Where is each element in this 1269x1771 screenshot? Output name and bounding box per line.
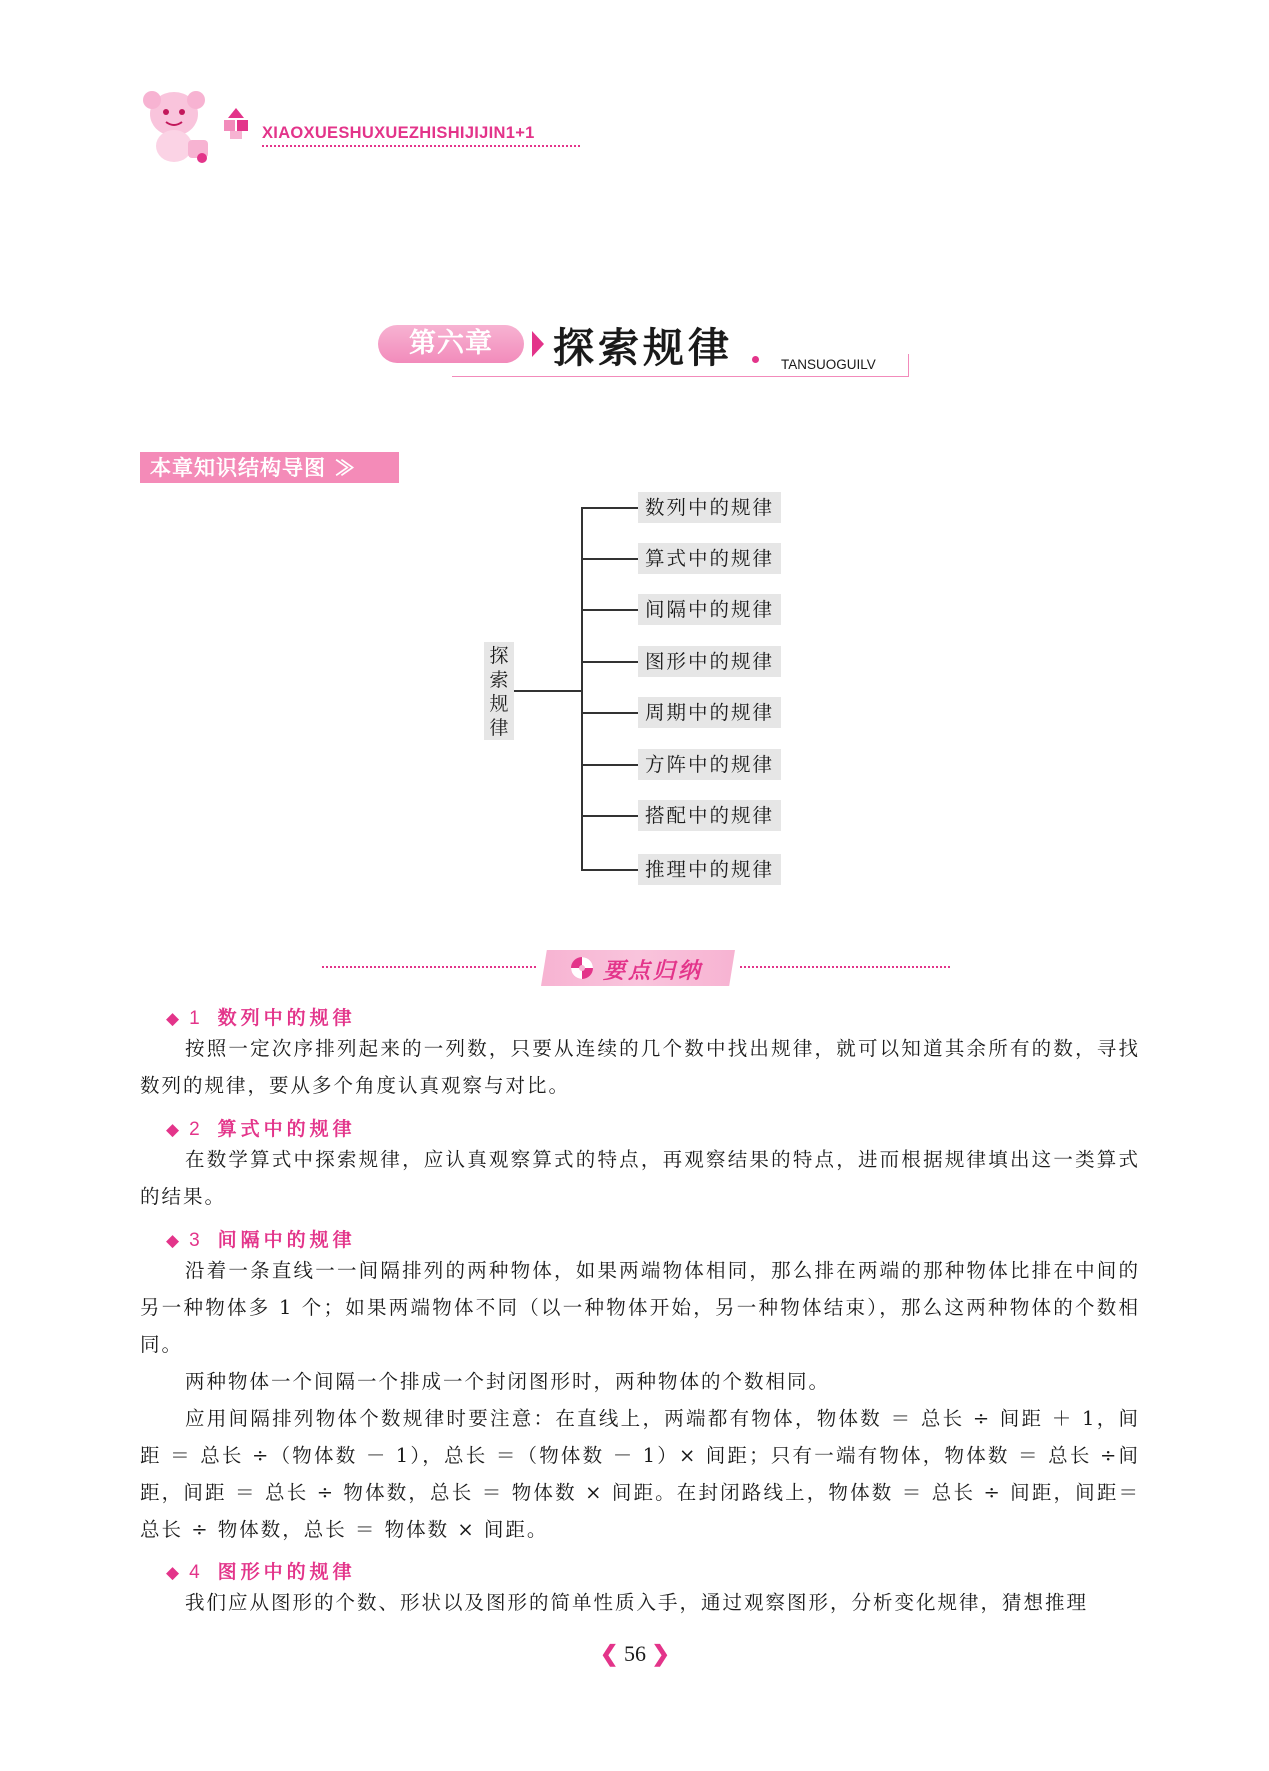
tree-branch-line (581, 507, 638, 509)
tree-branch-line (581, 815, 638, 817)
page-number-value: 56 (623, 1641, 646, 1666)
tree-branch-line (581, 558, 638, 560)
mascot-illustration (138, 84, 220, 166)
chapter-title: 探索规律 (553, 324, 733, 372)
item-heading-1 (166, 1003, 356, 1030)
chevron-right-icon: ❯ (651, 1641, 670, 1666)
item-heading-2 (166, 1114, 356, 1141)
tree-branch-line (581, 609, 638, 611)
item-number: 3 (189, 1230, 204, 1251)
item-heading-3 (166, 1225, 356, 1252)
pinwheel-icon (570, 956, 594, 980)
tree-branch-2: 算式中的规律 (638, 543, 781, 574)
paragraph-6: 我们应从图形的个数、形状以及图形的简单性质入手，通过观察图形，分析变化规律，猜想推理 (185, 1591, 1089, 1614)
tree-root: 探索规律 (484, 642, 514, 740)
tree-branch-7: 搭配中的规律 (638, 800, 781, 831)
page-number (600, 1641, 670, 1667)
tree-branch-5: 周期中的规律 (638, 697, 781, 728)
key-points-title: 要点归纳 (603, 959, 704, 984)
tree-branch-8: 推理中的规律 (638, 854, 781, 885)
diamond-icon: ◆ (166, 1120, 184, 1140)
chapter-subtitle: TANSUOGUILV (781, 357, 876, 372)
diamond-icon: ◆ (166, 1563, 184, 1583)
series-title: XIAOXUESHUXUEZHISHIJIJIN1+1 (262, 124, 535, 142)
item-number: 1 (189, 1008, 204, 1029)
paragraph-1: 按照一定次序排列起来的一列数，只要从连续的几个数中找出规律，就可以知道其余所有的数，寻找数列的规律，要从多个角度认真观察与对比。 (140, 1037, 1140, 1097)
item-number: 2 (189, 1119, 204, 1140)
paragraph-5: 应用间隔排列物体个数规律时要注意：在直线上，两端都有物体，物体数 ＝ 总长 ÷ 间距 ＋ 1，间距 ＝ 总长 ÷（物体数 － 1），总长 ＝（物体数 － 1）× 间距；只有一端有物体，物体数 ＝ 总长 ÷间距，间距 ＝ 总长 ÷ 物体数，总长 ＝ 物体数 × 间距。在封闭路线上，物体数 ＝ 总长 ÷ 间距，间距＝ 总长 ÷ 物体数，总长 ＝ 物体数 × 间距。 (140, 1407, 1140, 1541)
abc-blocks-icon (222, 106, 250, 140)
item-title: 算式中的规律 (217, 1118, 356, 1140)
item-number: 4 (189, 1562, 204, 1583)
chapter-dot (752, 356, 759, 363)
tree-branch-6: 方阵中的规律 (638, 749, 781, 780)
diamond-icon: ◆ (166, 1231, 184, 1251)
chapter-arrow-icon (532, 331, 544, 357)
tree-branch-1: 数列中的规律 (638, 492, 781, 523)
tree-branch-line (581, 661, 638, 663)
paragraph-3: 沿着一条直线一一间隔排列的两种物体，如果两端物体相同，那么排在两端的那种物体比排在中间的另一种物体多 1 个；如果两端物体不同（以一种物体开始，另一种物体结束），那么这两种物体的个数相同。 (140, 1259, 1140, 1356)
tree-branch-line (581, 764, 638, 766)
diamond-icon: ◆ (166, 1009, 184, 1029)
item-title: 数列中的规律 (217, 1007, 356, 1029)
section-banner: 本章知识结构导图 ≫ (140, 452, 399, 483)
chapter-label: 第六章 (378, 325, 524, 363)
dotted-rule-right (740, 966, 950, 968)
item-heading-4 (166, 1557, 356, 1584)
tree-branch-3: 间隔中的规律 (638, 594, 781, 625)
tree-root-connector (514, 690, 581, 692)
dotted-rule-left (322, 966, 536, 968)
paragraph-4: 两种物体一个间隔一个排成一个封闭图形时，两种物体的个数相同。 (185, 1370, 831, 1393)
item-title: 图形中的规律 (217, 1561, 356, 1583)
item-title: 间隔中的规律 (217, 1229, 356, 1251)
chevron-left-icon: ❮ (600, 1641, 619, 1666)
paragraph-2: 在数学算式中探索规律，应认真观察算式的特点，再观察结果的特点，进而根据规律填出这一类算式的结果。 (140, 1148, 1140, 1208)
tree-branch-line (581, 869, 638, 871)
header-dotted-rule (262, 145, 580, 147)
tree-branch-line (581, 712, 638, 714)
tree-branch-4: 图形中的规律 (638, 646, 781, 677)
